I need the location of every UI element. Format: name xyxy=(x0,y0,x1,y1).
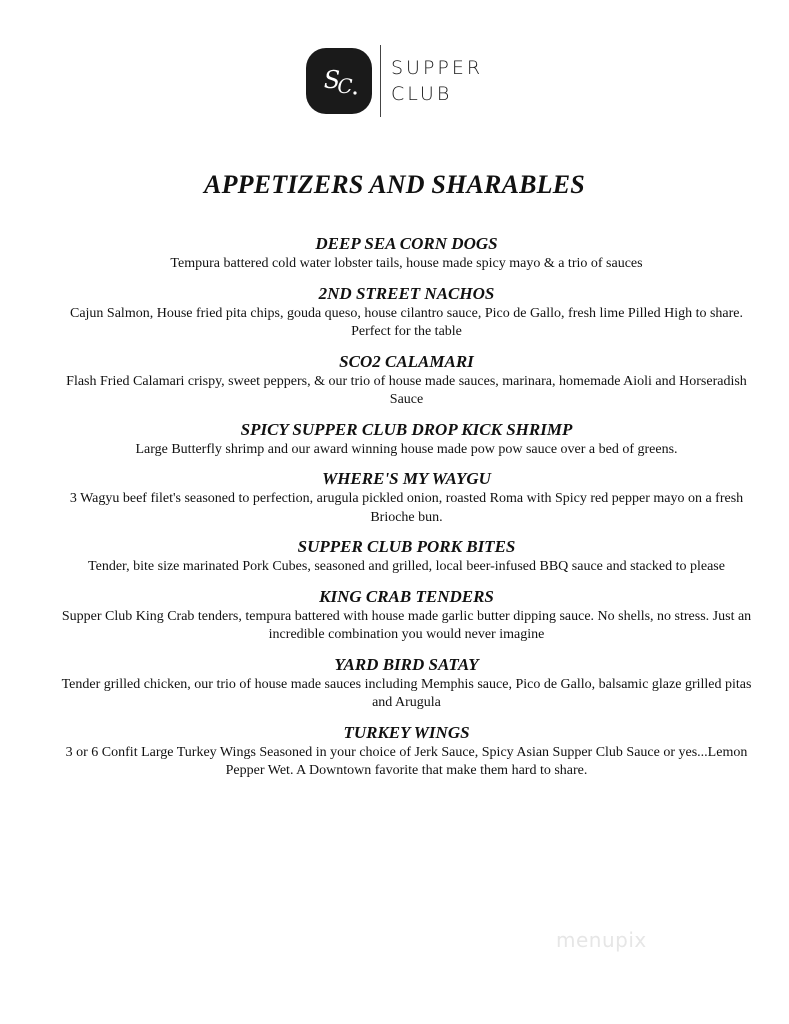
menu-item-name: YARD BIRD SATAY xyxy=(334,654,479,674)
menu-item-description: 3 or 6 Confit Large Turkey Wings Seasoned in your choice of Jerk Sauce, Spicy Asian Supper Club Sauce or yes...Lemon Pepper Wet. A Downtown favorite that make them hard to share. xyxy=(65,744,748,778)
monogram-icon xyxy=(306,48,372,114)
menu-item xyxy=(60,468,753,527)
menu-item-description: Cajun Salmon, House fried pita chips, gouda queso, house cilantro sauce, Pico de Gallo, fresh lime Pilled High to share. Perfect for the table xyxy=(69,305,744,339)
menu-item-description: 3 Wagyu beef filet's seasoned to perfection, arugula pickled onion, roasted Roma with Spicy red pepper mayo on a fresh Brioche bun. xyxy=(69,491,744,525)
brand-logo xyxy=(306,45,483,117)
menu-item-name: KING CRAB TENDERS xyxy=(319,586,494,606)
brand-wordmark xyxy=(391,55,483,107)
menu-item-description: Tender grilled chicken, our trio of house made sauces including Memphis sauce, Pico de Gallo, balsamic glaze grilled pitas and Arugula xyxy=(61,676,752,710)
menu-item-name: WHERE'S MY WAYGU xyxy=(322,469,491,488)
section-title: APPETIZERS AND SHARABLES xyxy=(204,170,585,199)
menu-item-name: SPICY SUPPER CLUB DROP KICK SHRIMP xyxy=(240,419,573,439)
menu-item-name: SCO2 CALAMARI xyxy=(339,351,474,371)
menu-item-description: Flash Fried Calamari crispy, sweet peppers, & our trio of house made sauces, marinara, homemade Aioli and Horseradish Sauce xyxy=(66,373,747,407)
menu-item xyxy=(60,536,753,577)
menu-item-description: Tender, bite size marinated Pork Cubes, seasoned and grilled, local beer-infused BBQ sauce and stacked to please xyxy=(88,559,725,574)
menu-item-name: 2ND STREET NACHOS xyxy=(318,283,495,303)
menu-item xyxy=(60,722,753,781)
monogram-badge xyxy=(306,48,372,114)
brand-name-line2: CLUB xyxy=(391,83,453,105)
svg-text:C: C xyxy=(337,74,353,98)
menu-item-description: Large Butterfly shrimp and our award winning house made pow pow sauce over a bed of greens. xyxy=(135,441,678,457)
menu-item xyxy=(60,419,753,460)
menu-item-name: SUPPER CLUB PORK BITES xyxy=(297,537,516,556)
menu-item xyxy=(60,283,753,342)
menu-item xyxy=(60,233,753,274)
menu-list xyxy=(60,233,753,790)
menu-item xyxy=(60,654,753,713)
watermark: menupix xyxy=(556,928,647,952)
svg-text:S: S xyxy=(323,66,341,94)
menu-item xyxy=(60,351,753,410)
menu-item-description: Tempura battered cold water lobster tails, house made spicy mayo & a trio of sauces xyxy=(170,256,643,271)
menu-item-name: DEEP SEA CORN DOGS xyxy=(315,234,498,253)
menu-item xyxy=(60,586,753,645)
logo-divider xyxy=(380,45,381,117)
brand-name-line1: SUPPER xyxy=(391,57,484,79)
menu-item-name: TURKEY WINGS xyxy=(343,722,470,742)
menu-item-description: Supper Club King Crab tenders, tempura battered with house made garlic butter dipping sauce. No shells, no stress. Just an incredible combination you would never imagine xyxy=(61,608,752,642)
